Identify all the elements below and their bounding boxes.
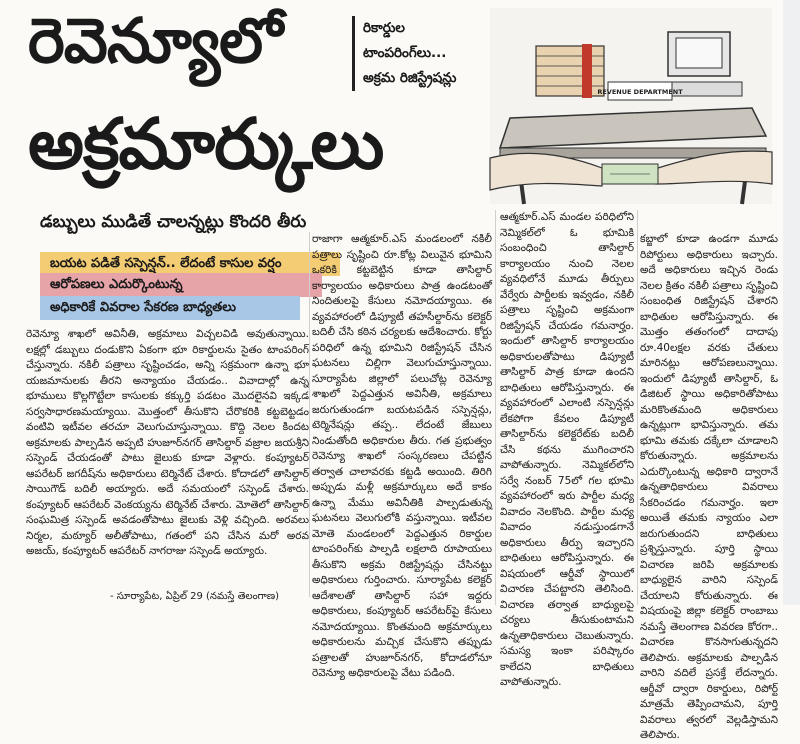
column-divider: [495, 210, 496, 605]
column-divider: [637, 210, 638, 605]
page-edge-margin: [783, 0, 800, 605]
side-deck: [352, 16, 499, 91]
column-divider: [309, 232, 310, 597]
side-deck-line: టాంపరింగ్‌లు...: [363, 45, 447, 61]
side-deck-line: రికార్డుల: [363, 20, 405, 36]
revenue-department-illustration: [490, 8, 772, 204]
article-column-3: ఆత్మకూర్‌.ఎస్‌ మండల పరిధిలోని నెమ్మికల్‌లో ఓ భూమికి సంబంధించి తాసిల్దార్‌ కార్యాలయం నుంచి నెలల వ్యవధిలోనే మూడు తీర్పులు వేర్వేరు పార్టీలకు ఇవ్వడం, నకిలీ పత్రాలు సృష్టించి అక్రమంగా రిజిస్ట్రేషన్‌ చేయడం గమనార్హం. ఇందులో తాసిల్దార్‌ కార్యాలయం అధికారులతోపాటు డిప్యూటీ తాసిల్దార్‌ పాత్ర కూడా ఉందని బాధితులు ఆరోపిస్తున్నారు. ఈ వ్యవహారంలో ఎలాంటి నస్పెన్షన్లు లేకపోగా కేవలం డిప్యూటీ తాసిల్దార్‌ను కలెక్టరేట్‌కు బదిలీ చేసి కథను ముగించారని వాపోతున్నారు. నెమ్మికల్‌లోని సర్వే నంబర్‌ 75లో గల భూమి వ్యవహారంలో ఇరు పార్టీల మధ్య వివాదం నెలకొంది. పార్టీల మధ్య వివాదం నడుస్తుండగానే అధికారులు తీర్పు ఇచ్చారని బాధితులు ఆరోపిస్తున్నారు. ఈ విషయంలో ఆర్డీవో స్థాయిలో విచారణ చేపట్టారని తెలిసింది. విచారణ తర్వాత బాధ్యులపై చర్యలు తీసుకుంటామని ఉన్నతాధికారులు చెబుతున్నారు. సమస్య ఇంకా పరిష్కారం కాలేదని బాధితులు వాపోతున్నారు.: [500, 211, 634, 688]
headline-line-2: అక్రమార్కులు: [28, 103, 384, 185]
article-column-1: రెవెన్యూ శాఖలో అవినీతి, అక్రమాలు విచ్చలవిడి అవుతున్నాయి. లక్షల్లో డబ్బులు దండుకొని ఏకంగా భూ రికార్డులను సైతం టాంపరింగ్‌ చేస్తున్నారు. నకిలీ పత్రాలు సృష్టించడం, అన్ని సక్రమంగా ఉన్నా భూ యజమానులకు తీరని అన్యాయం చేయడం.. వివాదాల్లో ఉన్న భూములు కొల్లగొట్టేలా కాసులకు కక్కుర్తి పడటం మొదలైనవి ఇక్కడ సర్వసాధారణమయ్యాయి. మొత్తంలో తీసుకొని చేరొకరికి కట్టబెట్టడం వంటివి ఇటీవల తరచూ వెలుగుచూస్తున్నాయి. కొద్ది నెలల కిందట అక్రమాలకు పాల్పడిన అప్పటి హుజూర్‌నగర్‌ తాసిల్దార్‌ వజ్రాల జయశ్రీని సస్పెండ్‌ చేయడంతో పాటు జైలుకు కూడా వెళ్లారు. కంప్యూటర్‌ ఆపరేటర్‌ జగదీష్‌ను అధికారులు టెర్మినేట్‌ చేశారు. కోదాడలో తాసిల్దార్‌ సాయిగౌడ్‌ బదిలీ అయ్యారు. అదే సమయంలో సస్పెండ్‌ చేశారు. కంప్యూటర్‌ ఆపరేటర్‌ వెంకయ్యను టెర్మినేట్‌ చేశారు. మోతెలో తాసిల్దార్‌ సంఘమిత్ర సస్పెండ్‌ అవడంతోపాటు జైలుకు వెళ్లి వచ్చింది. అరవలు నిర్మల, మఠ్యూర్‌ అలీతోపాటు, గతంలో పని చేసిన మరో అరవ అజయ్‌, కంప్యూటర్‌ ఆపరేటర్‌ నాగరాజు సస్పెండ్‌ అయ్యారు.: [26, 328, 309, 557]
article-column-2: రాజాగా ఆత్మకూర్‌.ఎస్‌ మండలంలో నకిలీ పత్రాలు సృష్టించి రూ.కోట్ల విలువైన భూమిని ఒకరికి కట్టబెట్టిన కూడా తాసిల్దార్‌ కార్యాలయం అధికారులు పాత్ర ఉండటంతో నిందితులపై కేసులు నమోదయ్యాయి. ఈ వ్యవహారంలో డిప్యూటీ తహసీల్దార్‌ను కలెక్టర్‌ బదిలీ చేసి కఠిన చర్యలకు ఆదేశించారు. కోర్టు పరిధిలో ఉన్న భూమిని రిజిస్ట్రేషన్‌ చేసిన ఘటనలు చిల్లిగా వెలుగుచూస్తున్నాయి. సూర్యాపేట జిల్లాలో పలుచోట్ల రెవెన్యూ శాఖలో పెద్దఎత్తున అవినీతి, అక్రమాలు జరుగుతుండగా బయటపడిన సస్పెన్షన్లు, టెర్మినేషన్లు తప్ప.. లేదంటే జేబులు నిండుతోంది అధికారుల తీరు. గత ప్రభుత్వం రెవెన్యూ శాఖలో సంస్కరణలు చేపట్టిన తర్వాత చాలావరకు కట్టడి అయింది. తిరిగి అప్పుడు మళ్లీ అక్రమార్కులు అదే కాకం ఉన్నా మేము అవినీతికి పాల్పడుతున్న ఘటనలు వెలుగులోకి వస్తున్నాయి. ఇటీవల మోతె మండలంలో పెద్దఎత్తున రికార్డుల టాంపరింగ్‌కు పాల్పడి లక్షలాది రూపాయలు తీసుకొని అక్రమ రిజిస్ట్రేషన్లు చేసినట్టు అధికారులు గుర్తించారు. సూర్యాపేట కలెక్టర్‌ ఆదేశాలతో తాసిల్దార్‌ సహా ఇద్దరు అధికారులు, కంప్యూటర్‌ ఆపరేటర్‌పై కేసులు నమోదయ్యాయి. కొంతమంది అక్రమార్కులు అధికారులను మచ్చిక చేసుకొని తప్పుడు పత్రాలతో హుజూర్‌నగర్‌, కోదాడలోనూ రెవెన్యూ అధికారులపై వేటు పడింది.: [312, 233, 492, 679]
department-sign-text: REVENUE DEPARTMENT: [597, 88, 683, 96]
highlight-bar: అధికారికే వివరాల సేకరణ బాధ్యతలు: [40, 296, 300, 320]
highlight-bar: బయట పడితే సస్పెన్షన్‌.. లేదంటే కాసుల వర్షం: [40, 252, 340, 276]
side-deck-line: అక్రమ రిజిస్ట్రేషన్లు: [363, 70, 457, 86]
article-column-4: కబ్జాలో కూడా ఉండగా మూడు రిపోర్టులు అధికారులు ఇచ్చారు. అదే అధికారులు ఇచ్చిన రెండు నెలల క్రితం నకిలీ పత్రాలు సృష్టించి సంబంధిత రిజిస్ట్రేషన్‌ చేశారని బాధితుల ఆరోపిస్తున్నారు. ఈ మొత్తం తతంగంలో దాదాపు రూ.40లక్షల వరకు చేతులు మారినట్లు ఆరోపణలున్నాయి. ఇందులో డిప్యూటీ తాసిల్దార్‌, ఓ డిజిటల్‌ స్థాయి అధికారితోపాటు మరికొంతమంది అధికారులు ఉన్నట్లుగా భావిస్తున్నారు. తమ భూమి తమకు దక్కేలా చూడాలని కోరుతున్నారు. అక్రమాలను ఎదుర్కొంటున్న అధికారి ద్వారానే ఉన్నతాధికారులు వివరాలు సేకరించడం గమనార్హం. ఇలా అయితే తమకు న్యాయం ఎలా జరుగుతుందని బాధితులు ప్రశ్నిస్తున్నారు. పూర్తి స్థాయి విచారణ జరిపి అక్రమాలకు బాధ్యులైన వారిని సస్పెండ్‌ చేయాలని కోరుతున్నారు. ఈ విషయంపై జిల్లా కలెక్టర్‌ రాంబాబు నమస్తే తెలంగాణ వివరణ కోరగా.. విచారణ కొనసాగుతున్నదని తెలిపారు. అక్రమాలకు పాల్పడిన వారిని వదిలే ప్రసక్తే లేదన్నారు. ఆర్డీవో ద్వారా రికార్డులు, రిపోర్ట్‌ మాత్రమే తెప్పించామని, పూర్తి వివరాలు త్వరలో వెల్లడిస్తామని తెలిపారు.: [640, 233, 778, 741]
dateline: - సూర్యాపేట, ఏప్రిల్‌ 29 (నమస్తే తెలంగాణ): [110, 591, 280, 602]
highlight-bar: ఆరోపణలు ఎదుర్కొంటున్న: [40, 273, 322, 297]
headline-line-1: రెవెన్యూలో: [28, 4, 282, 77]
subheading: డబ్బులు ముడితే చాలన్నట్లు కొందరి తీరు: [40, 212, 307, 232]
